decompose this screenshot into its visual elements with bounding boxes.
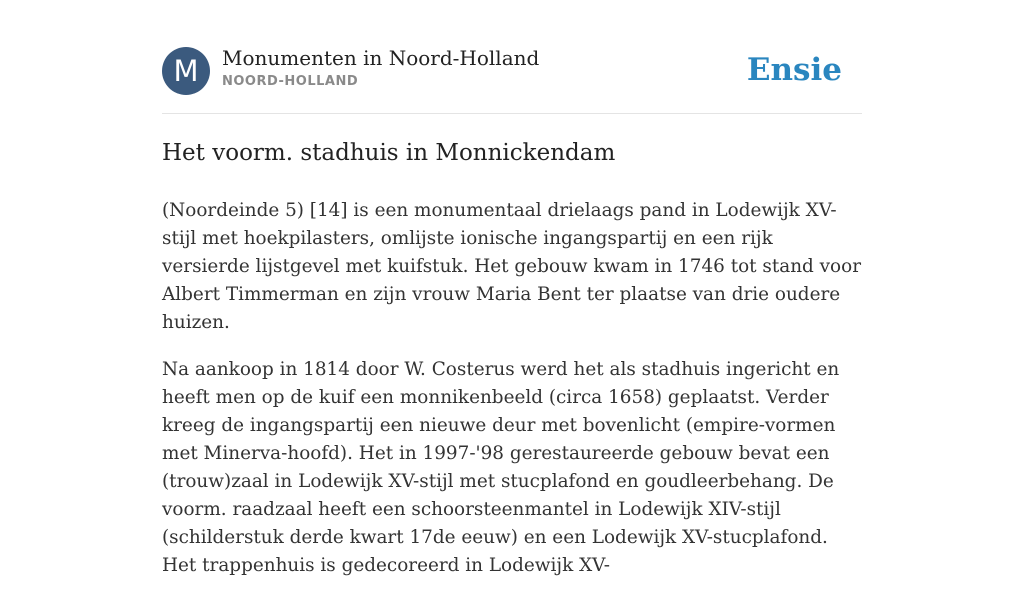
- ensie-logo[interactable]: Ensie: [746, 52, 842, 88]
- blog-title[interactable]: Monumenten in Noord-Holland: [222, 46, 540, 70]
- article-title: Het voorm. stadhuis in Monnickendam: [162, 140, 616, 166]
- blog-subtitle[interactable]: NOORD-HOLLAND: [222, 74, 359, 89]
- header-divider: [162, 113, 862, 114]
- article-paragraph: Na aankoop in 1814 door W. Costerus werd het als stadhuis ingericht en heeft men op de kuif een monnikenbeeld (circa 1658) geplaatst. Verder kreeg de ingangspartij een nieuwe deur met bovenlicht (empire-vormen met Minerva-hoofd). Het in 1997-'98 gerestaureerde gebouw bevat een (trouw)zaal in Lodewijk XV-stijl met stucplafond en goudleerbehang. De voorm. raadzaal heeft een schoorsteenmantel in Lodewijk XIV-stijl (schilderstuk derde kwart 17de eeuw) en een Lodewijk XV-stucplafond. Het trappenhuis is gedecoreerd in Lodewijk XV-: [162, 359, 840, 576]
- article: [162, 137, 862, 599]
- avatar[interactable]: M: [162, 47, 210, 95]
- article-paragraph: (Noordeinde 5) [14] is een monumentaal drielaags pand in Lodewijk XV-stijl met hoekpilasters, omlijste ionische ingangspartij en een rijk versierde lijstgevel met kuifstuk. Het gebouw kwam in 1746 tot stand voor Albert Timmerman en zijn vrouw Maria Bent ter plaatse van drie oudere huizen.: [162, 200, 861, 333]
- header: [162, 46, 862, 96]
